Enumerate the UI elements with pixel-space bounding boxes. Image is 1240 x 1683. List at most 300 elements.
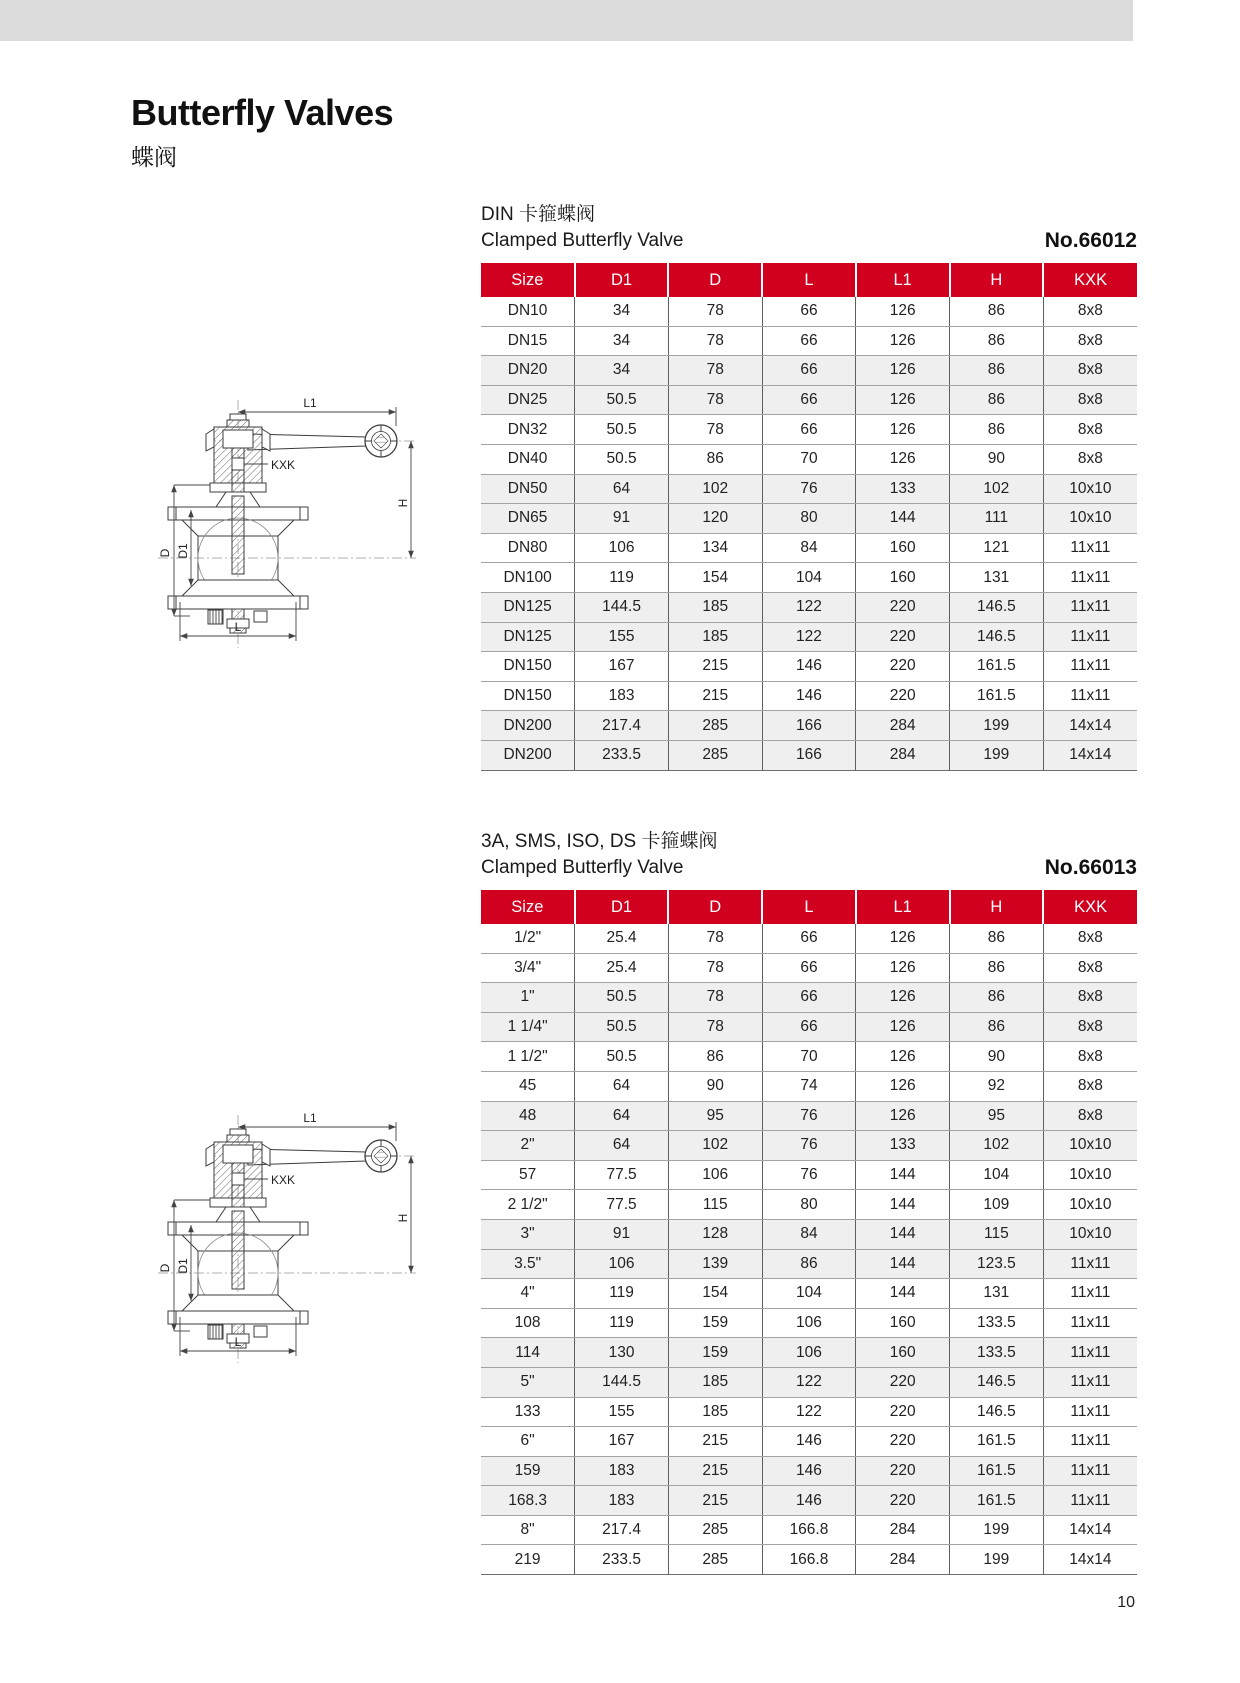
table-row bbox=[481, 1338, 1137, 1368]
table-cell: 70 bbox=[762, 1042, 856, 1072]
table-row bbox=[481, 444, 1137, 474]
table-cell: DN32 bbox=[481, 415, 575, 445]
table-cell: 126 bbox=[856, 356, 950, 386]
valve-drawing-1 bbox=[128, 370, 418, 660]
table-cell: 159 bbox=[668, 1308, 762, 1338]
table-cell: 126 bbox=[856, 1071, 950, 1101]
table-cell: 66 bbox=[762, 326, 856, 356]
section-3a-sms-iso-ds bbox=[481, 829, 1137, 1575]
table-cell: 133 bbox=[856, 474, 950, 504]
table-row bbox=[481, 622, 1137, 652]
table-cell: 220 bbox=[856, 1486, 950, 1516]
table-cell: 285 bbox=[668, 740, 762, 770]
table-cell: 220 bbox=[856, 1367, 950, 1397]
page-subtitle: 蝶阀 bbox=[131, 144, 177, 170]
table-cell: 155 bbox=[575, 622, 669, 652]
table-cell: 34 bbox=[575, 356, 669, 386]
table-row bbox=[481, 1427, 1137, 1457]
dim-label-h: H bbox=[396, 1213, 410, 1223]
table-cell: 8x8 bbox=[1043, 983, 1137, 1013]
table-row bbox=[481, 924, 1137, 953]
table-cell: 10x10 bbox=[1043, 504, 1137, 534]
table-row bbox=[481, 1190, 1137, 1220]
table-cell: 78 bbox=[668, 356, 762, 386]
table-row bbox=[481, 1131, 1137, 1161]
table-cell: 119 bbox=[575, 563, 669, 593]
table-cell: 128 bbox=[668, 1219, 762, 1249]
table-cell: 199 bbox=[950, 740, 1044, 770]
table-cell: 11x11 bbox=[1043, 1427, 1137, 1457]
column-header-l: L bbox=[762, 263, 856, 297]
table-cell: 126 bbox=[856, 297, 950, 326]
table-cell: 106 bbox=[762, 1338, 856, 1368]
table-cell: 25.4 bbox=[575, 924, 669, 953]
table-cell: 14x14 bbox=[1043, 711, 1137, 741]
table-cell: 80 bbox=[762, 504, 856, 534]
table-cell: 10x10 bbox=[1043, 1160, 1137, 1190]
table-cell: 217.4 bbox=[575, 711, 669, 741]
table-row bbox=[481, 1486, 1137, 1516]
table-title-en: Clamped Butterfly Valve bbox=[481, 230, 684, 251]
table-cell: 233.5 bbox=[575, 1545, 669, 1575]
section-header bbox=[481, 202, 1137, 254]
table-title-en: Clamped Butterfly Valve bbox=[481, 857, 684, 878]
column-header-d: D bbox=[668, 890, 762, 924]
table-cell: 8x8 bbox=[1043, 953, 1137, 983]
table-cell: 133.5 bbox=[950, 1308, 1044, 1338]
table-cell: 78 bbox=[668, 1012, 762, 1042]
table-row bbox=[481, 326, 1137, 356]
table-cell: 168.3 bbox=[481, 1486, 575, 1516]
table-cell: 90 bbox=[950, 1042, 1044, 1072]
table-cell: 95 bbox=[668, 1101, 762, 1131]
table-row bbox=[481, 1456, 1137, 1486]
bonnet bbox=[206, 414, 270, 496]
table-row bbox=[481, 1071, 1137, 1101]
table-cell: 185 bbox=[668, 1367, 762, 1397]
table-cell: 122 bbox=[762, 622, 856, 652]
table-cell: 14x14 bbox=[1043, 740, 1137, 770]
table-header-row bbox=[481, 890, 1137, 924]
table-cell: 74 bbox=[762, 1071, 856, 1101]
table-row bbox=[481, 1367, 1137, 1397]
column-header-d: D bbox=[668, 263, 762, 297]
table-cell: 64 bbox=[575, 1131, 669, 1161]
dim-label-kxk: KXK bbox=[271, 458, 296, 472]
table-cell: 50.5 bbox=[575, 983, 669, 1013]
table-cell: 123.5 bbox=[950, 1249, 1044, 1279]
valve-drawing-2 bbox=[128, 1085, 418, 1375]
table-cell: DN80 bbox=[481, 533, 575, 563]
table-cell: 11x11 bbox=[1043, 1249, 1137, 1279]
table-cell: 64 bbox=[575, 1071, 669, 1101]
page-title: Butterfly Valves bbox=[131, 92, 394, 133]
table-cell: 25.4 bbox=[575, 953, 669, 983]
table-cell: 66 bbox=[762, 385, 856, 415]
table-cell: 159 bbox=[668, 1338, 762, 1368]
table-cell: 146 bbox=[762, 681, 856, 711]
table-cell: 91 bbox=[575, 1219, 669, 1249]
column-header-h: H bbox=[950, 890, 1044, 924]
table-cell: 114 bbox=[481, 1338, 575, 1368]
table-row bbox=[481, 474, 1137, 504]
table-cell: 102 bbox=[950, 474, 1044, 504]
table-cell: 14x14 bbox=[1043, 1545, 1137, 1575]
table-cell: DN40 bbox=[481, 444, 575, 474]
table-cell: 10x10 bbox=[1043, 1131, 1137, 1161]
table-cell: 11x11 bbox=[1043, 1486, 1137, 1516]
table-cell: 8x8 bbox=[1043, 385, 1137, 415]
table-cell: 8x8 bbox=[1043, 415, 1137, 445]
table-row bbox=[481, 1545, 1137, 1575]
table-cell: DN25 bbox=[481, 385, 575, 415]
spec-table-66013 bbox=[481, 890, 1137, 1575]
table-cell: 8x8 bbox=[1043, 326, 1137, 356]
table-cell: 215 bbox=[668, 681, 762, 711]
table-cell: 166 bbox=[762, 740, 856, 770]
table-cell: 109 bbox=[950, 1190, 1044, 1220]
table-cell: DN20 bbox=[481, 356, 575, 386]
table-cell: 86 bbox=[950, 356, 1044, 386]
table-cell: 95 bbox=[950, 1101, 1044, 1131]
table-row bbox=[481, 297, 1137, 326]
table-cell: 130 bbox=[575, 1338, 669, 1368]
table-cell: 78 bbox=[668, 297, 762, 326]
table-cell: 78 bbox=[668, 953, 762, 983]
table-row bbox=[481, 504, 1137, 534]
dim-label-d: D bbox=[158, 1263, 172, 1273]
table-cell: 57 bbox=[481, 1160, 575, 1190]
table-cell: 219 bbox=[481, 1545, 575, 1575]
dim-label-l1: L1 bbox=[303, 1111, 317, 1125]
table-cell: 70 bbox=[762, 444, 856, 474]
page-title-block bbox=[131, 92, 393, 172]
top-band bbox=[0, 0, 1133, 41]
table-cell: 161.5 bbox=[950, 652, 1044, 682]
table-cell: 86 bbox=[950, 1012, 1044, 1042]
table-cell: 102 bbox=[950, 1131, 1044, 1161]
table-cell: 146 bbox=[762, 1427, 856, 1457]
table-row bbox=[481, 563, 1137, 593]
table-cell: 131 bbox=[950, 1279, 1044, 1309]
table-cell: 134 bbox=[668, 533, 762, 563]
table-cell: DN65 bbox=[481, 504, 575, 534]
table-cell: 161.5 bbox=[950, 1456, 1044, 1486]
table-cell: 10x10 bbox=[1043, 1190, 1137, 1220]
table-cell: 50.5 bbox=[575, 385, 669, 415]
table-cell: 146.5 bbox=[950, 1367, 1044, 1397]
table-cell: 167 bbox=[575, 652, 669, 682]
table-cell: 126 bbox=[856, 983, 950, 1013]
table-cell: 126 bbox=[856, 385, 950, 415]
table-title-cn: DIN 卡箍蝶阀 bbox=[481, 204, 596, 225]
table-cell: 115 bbox=[950, 1219, 1044, 1249]
table-cell: 66 bbox=[762, 415, 856, 445]
table-cell: 66 bbox=[762, 953, 856, 983]
table-cell: 86 bbox=[950, 297, 1044, 326]
table-cell: 160 bbox=[856, 563, 950, 593]
table-cell: 11x11 bbox=[1043, 1279, 1137, 1309]
section-din bbox=[481, 202, 1137, 771]
dim-label-l: L bbox=[234, 1335, 242, 1349]
table-cell: 8x8 bbox=[1043, 924, 1137, 953]
table-cell: 215 bbox=[668, 1427, 762, 1457]
table-cell: DN10 bbox=[481, 297, 575, 326]
butterfly-valve-schematic bbox=[128, 1085, 418, 1375]
table-cell: DN50 bbox=[481, 474, 575, 504]
table-cell: 285 bbox=[668, 711, 762, 741]
table-cell: 2 1/2" bbox=[481, 1190, 575, 1220]
table-cell: 1 1/2" bbox=[481, 1042, 575, 1072]
page-number: 10 bbox=[1117, 1594, 1135, 1611]
dim-label-l1: L1 bbox=[303, 396, 317, 410]
table-row bbox=[481, 385, 1137, 415]
table-cell: 120 bbox=[668, 504, 762, 534]
table-cell: 11x11 bbox=[1043, 592, 1137, 622]
column-header-l1: L1 bbox=[856, 890, 950, 924]
table-cell: 8x8 bbox=[1043, 1071, 1137, 1101]
table-cell: 185 bbox=[668, 622, 762, 652]
column-header-kxk: KXK bbox=[1043, 890, 1137, 924]
table-cell: 66 bbox=[762, 983, 856, 1013]
table-cell: 11x11 bbox=[1043, 563, 1137, 593]
table-title-cn: 3A, SMS, ISO, DS 卡箍蝶阀 bbox=[481, 831, 718, 852]
table-cell: 78 bbox=[668, 415, 762, 445]
column-header-h: H bbox=[950, 263, 1044, 297]
table-cell: 86 bbox=[950, 385, 1044, 415]
table-cell: 76 bbox=[762, 474, 856, 504]
table-row bbox=[481, 592, 1137, 622]
table-row bbox=[481, 740, 1137, 770]
table-header-row bbox=[481, 263, 1137, 297]
table-cell: 86 bbox=[950, 953, 1044, 983]
table-cell: 185 bbox=[668, 1397, 762, 1427]
table-cell: 144 bbox=[856, 1219, 950, 1249]
table-cell: 3" bbox=[481, 1219, 575, 1249]
table-cell: 161.5 bbox=[950, 1486, 1044, 1516]
table-cell: DN200 bbox=[481, 740, 575, 770]
table-cell: 1 1/4" bbox=[481, 1012, 575, 1042]
table-cell: 76 bbox=[762, 1160, 856, 1190]
table-cell: 66 bbox=[762, 356, 856, 386]
section-titles bbox=[481, 202, 683, 254]
table-cell: 84 bbox=[762, 533, 856, 563]
table-row bbox=[481, 983, 1137, 1013]
table-cell: 106 bbox=[668, 1160, 762, 1190]
table-cell: 4" bbox=[481, 1279, 575, 1309]
bonnet bbox=[206, 1129, 270, 1211]
dim-label-kxk: KXK bbox=[271, 1173, 296, 1187]
table-cell: 11x11 bbox=[1043, 681, 1137, 711]
table-cell: 76 bbox=[762, 1131, 856, 1161]
table-row bbox=[481, 1249, 1137, 1279]
table-cell: 146 bbox=[762, 1456, 856, 1486]
table-cell: 91 bbox=[575, 504, 669, 534]
table-cell: 126 bbox=[856, 1012, 950, 1042]
table-cell: 146 bbox=[762, 652, 856, 682]
table-cell: DN150 bbox=[481, 652, 575, 682]
table-cell: 160 bbox=[856, 533, 950, 563]
column-header-d1: D1 bbox=[575, 263, 669, 297]
table-cell: 11x11 bbox=[1043, 652, 1137, 682]
table-cell: 11x11 bbox=[1043, 1397, 1137, 1427]
section-titles bbox=[481, 829, 718, 881]
table-cell: 215 bbox=[668, 652, 762, 682]
table-cell: 106 bbox=[575, 533, 669, 563]
table-cell: 86 bbox=[950, 326, 1044, 356]
table-cell: 146.5 bbox=[950, 622, 1044, 652]
table-cell: 106 bbox=[575, 1249, 669, 1279]
table-cell: 111 bbox=[950, 504, 1044, 534]
table-cell: 2" bbox=[481, 1131, 575, 1161]
table-cell: 90 bbox=[950, 444, 1044, 474]
table-cell: 1" bbox=[481, 983, 575, 1013]
table-row bbox=[481, 1101, 1137, 1131]
table-cell: 284 bbox=[856, 711, 950, 741]
table-cell: 161.5 bbox=[950, 681, 1044, 711]
table-cell: 133.5 bbox=[950, 1338, 1044, 1368]
table-cell: 146.5 bbox=[950, 592, 1044, 622]
table-cell: 90 bbox=[668, 1071, 762, 1101]
table-cell: 11x11 bbox=[1043, 1338, 1137, 1368]
table-cell: 122 bbox=[762, 1367, 856, 1397]
table-cell: 154 bbox=[668, 563, 762, 593]
table-cell: DN125 bbox=[481, 622, 575, 652]
table-cell: 11x11 bbox=[1043, 533, 1137, 563]
table-cell: 122 bbox=[762, 1397, 856, 1427]
butterfly-valve-schematic bbox=[128, 370, 418, 660]
table-cell: 106 bbox=[762, 1308, 856, 1338]
table-cell: 217.4 bbox=[575, 1515, 669, 1545]
table-cell: 8" bbox=[481, 1515, 575, 1545]
table-cell: 131 bbox=[950, 563, 1044, 593]
table-cell: 50.5 bbox=[575, 1042, 669, 1072]
table-cell: 144.5 bbox=[575, 592, 669, 622]
table-cell: 126 bbox=[856, 415, 950, 445]
table-cell: 284 bbox=[856, 1515, 950, 1545]
table-cell: 155 bbox=[575, 1397, 669, 1427]
table-cell: 285 bbox=[668, 1515, 762, 1545]
table-cell: 146 bbox=[762, 1486, 856, 1516]
table-cell: 119 bbox=[575, 1279, 669, 1309]
table-cell: 102 bbox=[668, 1131, 762, 1161]
dim-label-l: L bbox=[234, 620, 242, 634]
table-cell: 220 bbox=[856, 1427, 950, 1457]
table-cell: 5" bbox=[481, 1367, 575, 1397]
table-cell: 144 bbox=[856, 1249, 950, 1279]
table-cell: 14x14 bbox=[1043, 1515, 1137, 1545]
table-cell: 34 bbox=[575, 326, 669, 356]
table-cell: 80 bbox=[762, 1190, 856, 1220]
table-cell: DN125 bbox=[481, 592, 575, 622]
table-cell: 154 bbox=[668, 1279, 762, 1309]
dim-label-d1: D1 bbox=[176, 543, 190, 559]
table-cell: 285 bbox=[668, 1545, 762, 1575]
table-cell: 185 bbox=[668, 592, 762, 622]
table-cell: 166 bbox=[762, 711, 856, 741]
table-cell: DN15 bbox=[481, 326, 575, 356]
table-cell: 8x8 bbox=[1043, 1042, 1137, 1072]
table-row bbox=[481, 1397, 1137, 1427]
spec-table-66012 bbox=[481, 263, 1137, 771]
dim-label-h: H bbox=[396, 498, 410, 508]
column-header-l: L bbox=[762, 890, 856, 924]
column-header-d1: D1 bbox=[575, 890, 669, 924]
table-cell: 11x11 bbox=[1043, 622, 1137, 652]
table-cell: 215 bbox=[668, 1456, 762, 1486]
table-cell: 122 bbox=[762, 592, 856, 622]
table-cell: 220 bbox=[856, 681, 950, 711]
table-row bbox=[481, 533, 1137, 563]
table-cell: 166.8 bbox=[762, 1515, 856, 1545]
table-cell: 11x11 bbox=[1043, 1456, 1137, 1486]
table-cell: 92 bbox=[950, 1071, 1044, 1101]
table-cell: 220 bbox=[856, 652, 950, 682]
table-cell: 104 bbox=[762, 563, 856, 593]
table-cell: 215 bbox=[668, 1486, 762, 1516]
table-cell: 284 bbox=[856, 1545, 950, 1575]
column-header-size: Size bbox=[481, 890, 575, 924]
table-cell: 10x10 bbox=[1043, 1219, 1137, 1249]
table-cell: 8x8 bbox=[1043, 1012, 1137, 1042]
table-row bbox=[481, 1012, 1137, 1042]
table-cell: 76 bbox=[762, 1101, 856, 1131]
table-cell: 34 bbox=[575, 297, 669, 326]
column-header-l1: L1 bbox=[856, 263, 950, 297]
table-cell: 119 bbox=[575, 1308, 669, 1338]
table-cell: 183 bbox=[575, 1486, 669, 1516]
table-cell: 3.5" bbox=[481, 1249, 575, 1279]
table-cell: 48 bbox=[481, 1101, 575, 1131]
table-cell: 86 bbox=[668, 444, 762, 474]
table-cell: 133 bbox=[856, 1131, 950, 1161]
table-cell: 1/2" bbox=[481, 924, 575, 953]
table-cell: 86 bbox=[950, 924, 1044, 953]
dim-label-d1: D1 bbox=[176, 1258, 190, 1274]
table-cell: 86 bbox=[762, 1249, 856, 1279]
table-cell: 66 bbox=[762, 924, 856, 953]
table-cell: 78 bbox=[668, 385, 762, 415]
table-number: No.66013 bbox=[1044, 856, 1137, 879]
table-cell: 139 bbox=[668, 1249, 762, 1279]
table-cell: 144.5 bbox=[575, 1367, 669, 1397]
table-row bbox=[481, 415, 1137, 445]
table-cell: 84 bbox=[762, 1219, 856, 1249]
table-cell: 86 bbox=[668, 1042, 762, 1072]
table-cell: 233.5 bbox=[575, 740, 669, 770]
table-cell: 78 bbox=[668, 983, 762, 1013]
table-cell: DN200 bbox=[481, 711, 575, 741]
table-cell: DN150 bbox=[481, 681, 575, 711]
table-cell: 3/4" bbox=[481, 953, 575, 983]
table-cell: 199 bbox=[950, 1545, 1044, 1575]
table-row bbox=[481, 681, 1137, 711]
table-cell: 86 bbox=[950, 983, 1044, 1013]
table-cell: 220 bbox=[856, 1456, 950, 1486]
table-cell: 102 bbox=[668, 474, 762, 504]
table-cell: 66 bbox=[762, 297, 856, 326]
table-cell: 183 bbox=[575, 681, 669, 711]
table-cell: 220 bbox=[856, 592, 950, 622]
table-cell: 11x11 bbox=[1043, 1308, 1137, 1338]
table-cell: 108 bbox=[481, 1308, 575, 1338]
table-cell: 284 bbox=[856, 740, 950, 770]
dim-label-d: D bbox=[158, 548, 172, 558]
table-cell: 220 bbox=[856, 622, 950, 652]
table-cell: 6" bbox=[481, 1427, 575, 1457]
table-row bbox=[481, 1279, 1137, 1309]
column-header-size: Size bbox=[481, 263, 575, 297]
